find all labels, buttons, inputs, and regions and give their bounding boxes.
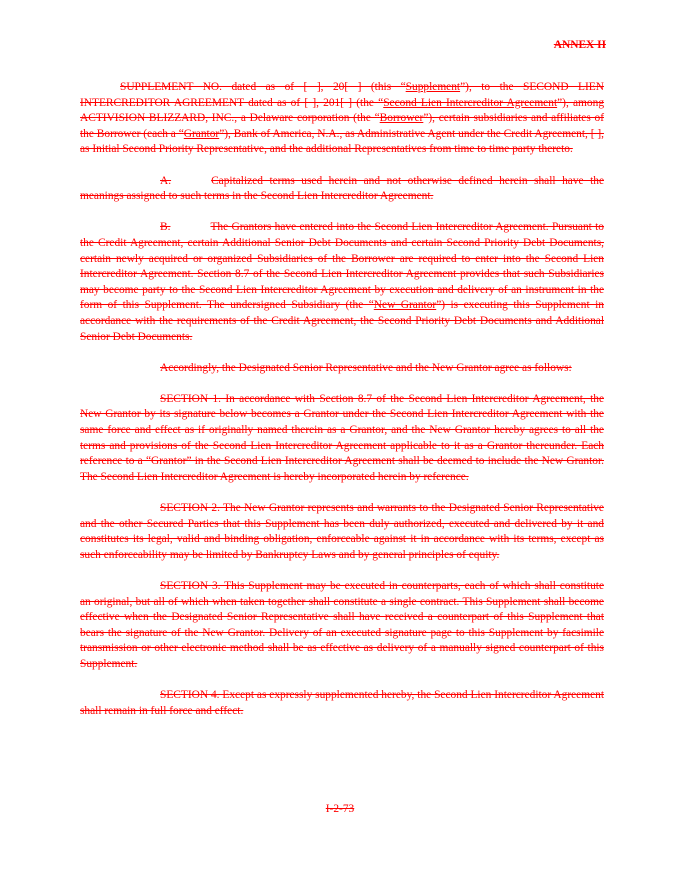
section-2-paragraph: SECTION 2. The New Grantor represents and warrants to the Designated Senior Representative and the other Secured Parties that this Supplement has been duly authorized, executed and delivered by it and constitutes its legal, valid and binding obligation, enforceable against it in accordance with its terms, except as such enforceability may be limited by Bankruptcy Laws and by general principles of equity. — [80, 502, 604, 561]
section-4-paragraph: SECTION 4. Except as expressly supplemented hereby, the Second Lien Intercreditor Agreement shall remain in full force and effect. — [80, 689, 604, 717]
document-body — [80, 80, 604, 735]
defined-term-supplement: Supplement — [405, 81, 461, 93]
defined-term-new-grantor: New Grantor — [373, 299, 437, 312]
annex-label: ANNEX II — [553, 39, 606, 51]
recital-b-text-2: ”) is executing this Supplement in accordance with the requirements of the Credit Agreement, the Second Priority Debt Documents and Additional Senior Debt Documents. — [80, 299, 604, 343]
defined-term-borrower: Borrower — [379, 112, 424, 125]
preamble-paragraph — [80, 80, 604, 158]
recital-b-paragraph — [80, 220, 604, 345]
section-1-paragraph: SECTION 1. In accordance with Section 8.7 of the Second Lien Intercreditor Agreement, the New Grantor by its signature below becomes a Grantor under the Second Lien Intercreditor Agreement with the same force and effect as if originally named therein as a Grantor, and the New Grantor hereby agrees to all the terms and provisions of the Second Lien Intercreditor Agreement applicable to it as a Grantor thereunder. Each reference to a “Grantor” in the Second Lien Intercreditor Agreement shall be deemed to include the New Grantor. The Second Lien Intercreditor Agreement is hereby incorporated herein by reference. — [80, 392, 604, 483]
preamble-text-1: SUPPLEMENT NO. dated as of [ ], 20[ ] (this “ — [120, 81, 406, 93]
preamble-text-3: ”), among ACTIVISION BLIZZARD, INC., a Delaware corporation (the “ — [80, 96, 605, 125]
preamble-text-4: ”), certain subsidiaries and affiliates of the Borrower (each a “ — [80, 112, 604, 140]
defined-term-grantor: Grantor — [183, 127, 220, 140]
defined-term-intercreditor: Second Lien Intercreditor Agreement — [383, 96, 558, 109]
section-3-paragraph: SECTION 3. This Supplement may be executed in counterparts, each of which shall constitute an original, but all of which when taken together shall constitute a single contract. This Supplement shall become effective when the Designated Senior Representative shall have received a counterpart of this Supplement that bears the signature of the New Grantor. Delivery of an executed signature page to this Supplement by facsimile transmission or other electronic method shall be as effective as delivery of a manually signed counterpart of this Supplement. — [80, 580, 604, 670]
recital-a-paragraph — [80, 174, 604, 205]
page-number: I-2-73 — [325, 803, 355, 815]
recital-a-label: A. — [160, 174, 172, 187]
recital-b-label: B. — [160, 221, 171, 234]
recital-a-text: Capitalized terms used herein and not otherwise defined herein shall have the meanings assigned to such terms in the Second Lien Intercreditor Agreement. — [80, 174, 604, 203]
recital-b-text-1: The Grantors have entered into the Second Lien Intercreditor Agreement. Pursuant to the Credit Agreement, certain Additional Senior Debt Documents and certain Second Priority Debt Documents, certain newly acquired or organized Subsidiaries of the Borrower are required to enter into the Second Lien Intercreditor Agreement. Section 8.7 of the Second Lien Intercreditor Agreement provides that such Subsidiaries may become party to the Second Lien Intercreditor Agreement by execution and delivery of an instrument in the form of this Supplement. The undersigned Subsidiary (the “ — [80, 221, 604, 312]
preamble-text-5: ”), Bank of America, N.A., as Administrative Agent under the Credit Agreement, [ ], as Initial Second Priority Representative, and the additional Representatives from time to time party thereto. — [80, 127, 604, 156]
preamble-text-2: ”), to the SECOND LIEN INTERCREDITOR AGREEMENT dated as of [ ], 201[ ] (the “ — [80, 81, 604, 109]
accordingly-paragraph: Accordingly, the Designated Senior Representative and the New Grantor agree as follows: — [160, 361, 572, 374]
